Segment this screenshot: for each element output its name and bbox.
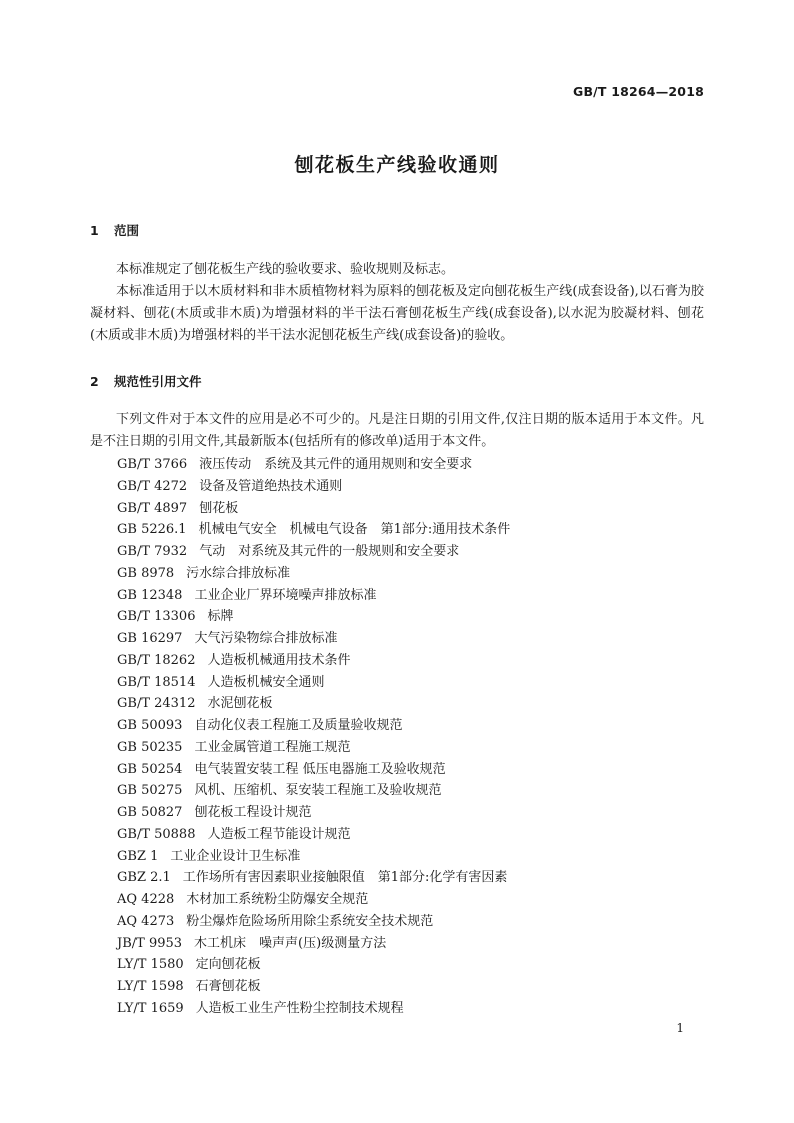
section-1-number: 1 xyxy=(90,223,99,238)
reference-code: GB 5226.1 xyxy=(117,522,187,538)
reference-title: 人造板机械通用技术条件 xyxy=(207,652,351,668)
section-2-number: 2 xyxy=(90,374,99,389)
reference-item xyxy=(117,976,510,998)
reference-item xyxy=(117,693,510,715)
reference-title: 污水综合排放标准 xyxy=(186,565,291,581)
reference-title: 木工机床 噪声声(压)级测量方法 xyxy=(194,935,387,951)
scope-paragraph-2: 本标准适用于以木质材料和非木质植物材料为原料的刨花板及定向刨花板生产线(成套设备),以石膏为胶凝材料、刨花(木质或非木质)为增强材料的半干法石膏刨花板生产线(成套设备),以水泥为胶凝材料、刨花(木质或非木质)为增强材料的半干法水泥刨花板生产线(成套设备)的验收。 xyxy=(90,284,704,343)
reference-code: GB/T 50888 xyxy=(117,826,196,842)
reference-code: GB 50254 xyxy=(117,761,183,777)
section-2-intro xyxy=(90,409,704,453)
reference-code: GB 50827 xyxy=(117,805,183,820)
document-title: 刨花板生产线验收通则 xyxy=(294,154,500,176)
reference-code: GB/T 4272 xyxy=(117,478,188,494)
page-number: 1 xyxy=(676,1021,684,1035)
reference-code: JB/T 9953 xyxy=(117,935,183,951)
reference-item xyxy=(117,454,510,476)
reference-item xyxy=(117,933,510,955)
reference-code: GB/T 7932 xyxy=(117,544,188,559)
reference-title: 自动化仪表工程施工及质量验收规范 xyxy=(194,718,403,733)
reference-item xyxy=(117,780,510,802)
standard-number: GB/T 18264—2018 xyxy=(572,84,704,99)
reference-code: GBZ 1 xyxy=(117,848,159,864)
section-1-body xyxy=(90,259,704,347)
reference-item xyxy=(117,541,510,563)
reference-item xyxy=(117,737,510,759)
reference-item xyxy=(117,585,510,607)
section-1-title: 范围 xyxy=(114,223,140,238)
reference-title: 大气污染物综合排放标准 xyxy=(194,631,338,646)
reference-item xyxy=(117,867,510,889)
reference-item xyxy=(117,606,510,628)
reference-title: 工业企业厂界环境噪声排放标准 xyxy=(194,587,377,603)
reference-title: 液压传动 系统及其元件的通用规则和安全要求 xyxy=(199,457,473,472)
reference-item xyxy=(117,498,510,520)
reference-item xyxy=(117,519,510,541)
reference-code: GB/T 18262 xyxy=(117,652,196,668)
reference-item xyxy=(117,802,510,824)
scope-paragraph-1: 本标准规定了刨花板生产线的验收要求、验收规则及标志。 xyxy=(116,262,455,277)
reference-code: LY/T 1580 xyxy=(117,957,184,973)
reference-title: 刨花板工程设计规范 xyxy=(194,805,312,820)
reference-title: 木材加工系统粉尘防爆安全规范 xyxy=(186,892,369,907)
reference-item xyxy=(117,672,510,694)
reference-item xyxy=(117,563,510,585)
reference-code: GB/T 3766 xyxy=(117,457,188,472)
reference-code: LY/T 1598 xyxy=(117,979,184,994)
reference-title: 人造板工程节能设计规范 xyxy=(207,826,351,842)
reference-code: GB/T 24312 xyxy=(117,696,196,712)
reference-title: 人造板机械安全通则 xyxy=(207,674,325,690)
reference-code: GB/T 4897 xyxy=(117,500,188,516)
reference-item xyxy=(117,650,510,672)
reference-title: 电气装置安装工程 低压电器施工及验收规范 xyxy=(194,761,446,777)
reference-title: 水泥刨花板 xyxy=(207,696,273,712)
section-1-heading xyxy=(90,221,139,239)
reference-title: 定向刨花板 xyxy=(195,957,261,973)
reference-title: 标牌 xyxy=(207,609,234,625)
reference-code: GB/T 13306 xyxy=(117,609,196,625)
reference-item xyxy=(117,998,510,1020)
reference-code: AQ 4273 xyxy=(117,913,175,929)
reference-item xyxy=(117,476,510,498)
reference-title: 风机、压缩机、泵安装工程施工及验收规范 xyxy=(194,783,442,799)
reference-item xyxy=(117,846,510,868)
section-2-heading xyxy=(90,372,202,390)
reference-title: 刨花板 xyxy=(199,500,239,516)
reference-item xyxy=(117,715,510,737)
reference-title: 石膏刨花板 xyxy=(195,979,261,994)
reference-item xyxy=(117,628,510,650)
reference-title: 人造板工业生产性粉尘控制技术规程 xyxy=(195,1000,404,1016)
reference-code: GB 16297 xyxy=(117,631,183,646)
reference-title: 工业金属管道工程施工规范 xyxy=(194,739,351,755)
reference-title: 工作场所有害因素职业接触限值 第1部分:化学有害因素 xyxy=(182,870,508,886)
reference-code: GB 12348 xyxy=(117,587,183,603)
section-2-title: 规范性引用文件 xyxy=(114,374,202,389)
reference-item xyxy=(117,824,510,846)
reference-title: 机械电气安全 机械电气设备 第1部分:通用技术条件 xyxy=(198,522,511,538)
reference-code: LY/T 1659 xyxy=(117,1000,184,1016)
reference-title: 设备及管道绝热技术通则 xyxy=(199,478,343,494)
reference-item xyxy=(117,954,510,976)
reference-code: GB 50235 xyxy=(117,739,183,755)
reference-item xyxy=(117,911,510,933)
reference-code: AQ 4228 xyxy=(117,892,175,907)
references-intro-paragraph: 下列文件对于本文件的应用是必不可少的。凡是注日期的引用文件,仅注日期的版本适用于本文件。凡是不注日期的引用文件,其最新版本(包括所有的修改单)适用于本文件。 xyxy=(90,412,704,449)
reference-code: GB 8978 xyxy=(117,565,175,581)
reference-code: GB 50275 xyxy=(117,783,183,799)
reference-item xyxy=(117,759,510,781)
reference-code: GB 50093 xyxy=(117,718,183,733)
reference-title: 工业企业设计卫生标准 xyxy=(170,848,301,864)
reference-title: 气动 对系统及其元件的一般规则和安全要求 xyxy=(199,544,460,559)
reference-list xyxy=(117,454,510,1020)
reference-item xyxy=(117,889,510,911)
reference-code: GBZ 2.1 xyxy=(117,870,171,886)
reference-title: 粉尘爆炸危险场所用除尘系统安全技术规范 xyxy=(186,913,434,929)
reference-code: GB/T 18514 xyxy=(117,674,196,690)
